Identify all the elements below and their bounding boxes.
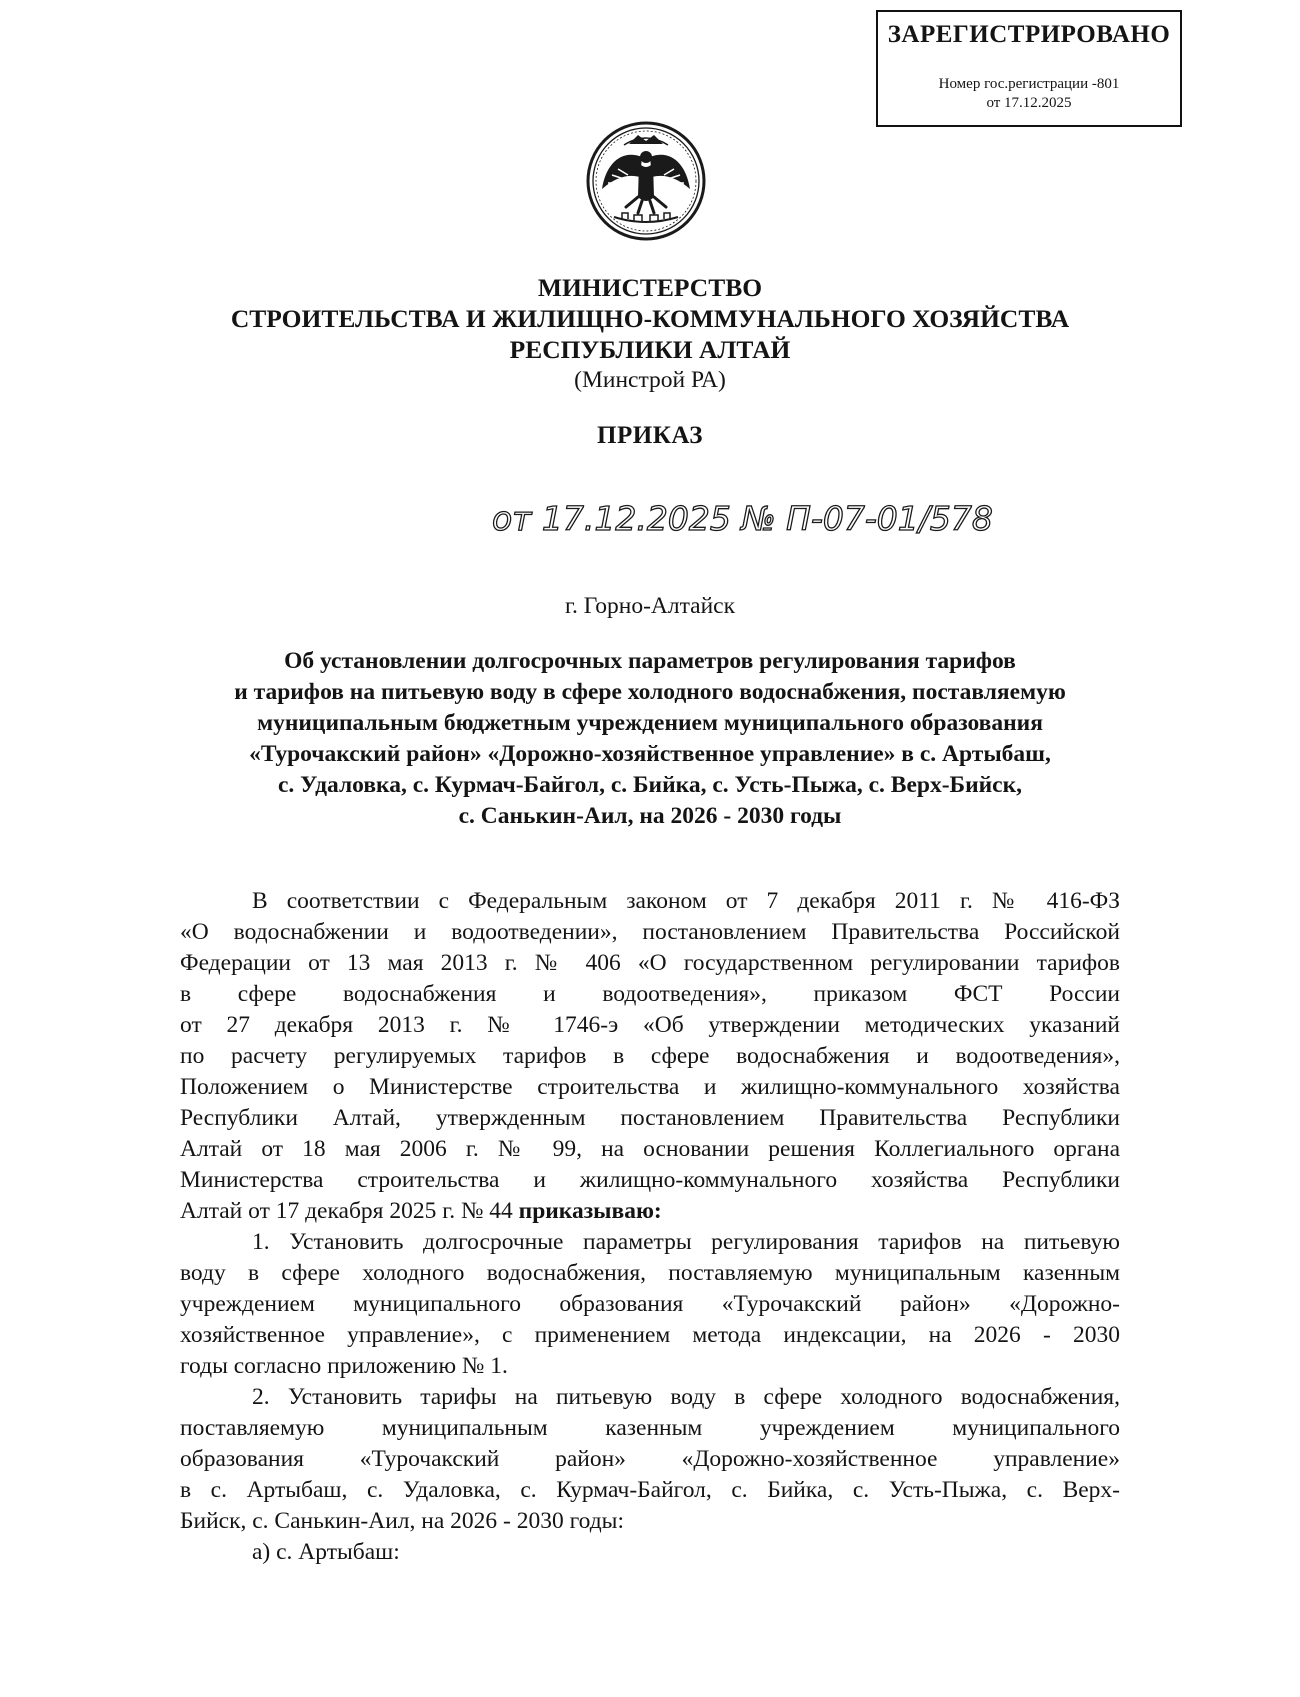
subject-line: с. Удаловка, с. Курмач-Байгол, с. Бийка, с. Усть-Пыжа, с. Верх-Бийск, <box>277 772 1022 798</box>
order-subject <box>170 646 1130 832</box>
registration-number: Номер гос.регистрации -801 <box>938 76 1120 92</box>
subject-line: и тарифов на питьевую воду в сфере холодного водоснабжения, поставляемую <box>234 679 1066 705</box>
registration-stamp <box>876 10 1182 127</box>
item-1-line: хозяйственное управление», с применением метода индексации, на 2026 - 2030 <box>180 1322 1120 1348</box>
ministry-line-2: СТРОИТЕЛЬСТВА И ЖИЛИЩНО-КОММУНАЛЬНОГО ХОЗЯЙСТВА <box>230 304 1070 333</box>
item-1-line: учреждением муниципального образования «Турочакский район» «Дорожно- <box>180 1291 1120 1317</box>
item-2-line: 2. Установить тарифы на питьевую воду в сфере холодного водоснабжения, <box>252 1384 1120 1410</box>
preamble-line: Республики Алтай, утвержденным постановлением Правительства Республики <box>180 1105 1120 1131</box>
preamble-last-text: Алтай от 17 декабря 2025 г. № 44 <box>180 1198 513 1224</box>
subject-line: Об установлении долгосрочных параметров регулирования тарифов <box>284 648 1016 674</box>
preamble-line: по расчету регулируемых тарифов в сфере водоснабжения и водоотведения», <box>180 1043 1120 1069</box>
handwritten-date-text: от 17.12.2025 № П-07-01/578 <box>492 499 993 538</box>
item-1-line: 1. Установить долгосрочные параметры регулирования тарифов на питьевую <box>252 1229 1120 1255</box>
city-line: г. Горно-Алтайск <box>564 593 736 619</box>
subject-line: «Турочакский район» «Дорожно-хозяйственное управление» в с. Артыбаш, <box>249 741 1051 767</box>
ministry-line-1: МИНИСТЕРСТВО <box>537 273 763 302</box>
order-verb: приказываю: <box>518 1198 662 1224</box>
registration-title: ЗАРЕГИСТРИРОВАНО <box>887 21 1171 48</box>
preamble-line: В соответствии с Федеральным законом от 7 декабря 2011 г. № 416-ФЗ <box>252 888 1120 914</box>
preamble-last-line <box>180 1196 1120 1227</box>
preamble-line: Алтай от 18 мая 2006 г. № 99, на основании решения Коллегиального органа <box>180 1136 1120 1162</box>
item-2-line: образования «Турочакский район» «Дорожно-хозяйственное управление» <box>180 1446 1120 1472</box>
coat-of-arms-icon <box>584 119 708 243</box>
subject-line: с. Санькин-Аил, на 2026 - 2030 годы <box>458 803 842 829</box>
ministry-name <box>0 272 1300 365</box>
preamble-line: Федерации от 13 мая 2013 г. № 406 «О государственном регулировании тарифов <box>180 950 1120 976</box>
preamble-line: Министерства строительства и жилищно-коммунального хозяйства Республики <box>180 1167 1120 1193</box>
preamble-line: от 27 декабря 2013 г. № 1746-э «Об утверждении методических указаний <box>180 1012 1120 1038</box>
ministry-line-3: РЕСПУБЛИКИ АЛТАЙ <box>509 335 791 364</box>
preamble-line: «О водоснабжении и водоотведении», постановлением Правительства Российской <box>180 919 1120 945</box>
preamble-line: в сфере водоснабжения и водоотведения», приказом ФСТ России <box>180 981 1120 1007</box>
ministry-short-name: (Минстрой РА) <box>574 367 726 393</box>
order-body <box>180 886 1120 1568</box>
item-1-line: годы согласно приложению № 1. <box>180 1353 508 1379</box>
item-2-line: Бийск, с. Санькин-Аил, на 2026 - 2030 годы: <box>180 1508 624 1534</box>
sub-item-a: а) с. Артыбаш: <box>252 1539 400 1565</box>
document-type: ПРИКАЗ <box>597 422 703 449</box>
preamble-line: Положением о Министерстве строительства и жилищно-коммунального хозяйства <box>180 1074 1120 1100</box>
item-1-line: воду в сфере холодного водоснабжения, поставляемую муниципальным казенным <box>180 1260 1120 1286</box>
handwritten-date-number <box>488 486 993 548</box>
item-2-line: в с. Артыбаш, с. Удаловка, с. Курмач-Байгол, с. Бийка, с. Усть-Пыжа, с. Верх- <box>180 1477 1120 1503</box>
item-2-line: поставляемую муниципальным казенным учреждением муниципального <box>180 1415 1120 1441</box>
subject-line: муниципальным бюджетным учреждением муниципального образования <box>257 710 1043 736</box>
registration-date: от 17.12.2025 <box>986 95 1072 111</box>
